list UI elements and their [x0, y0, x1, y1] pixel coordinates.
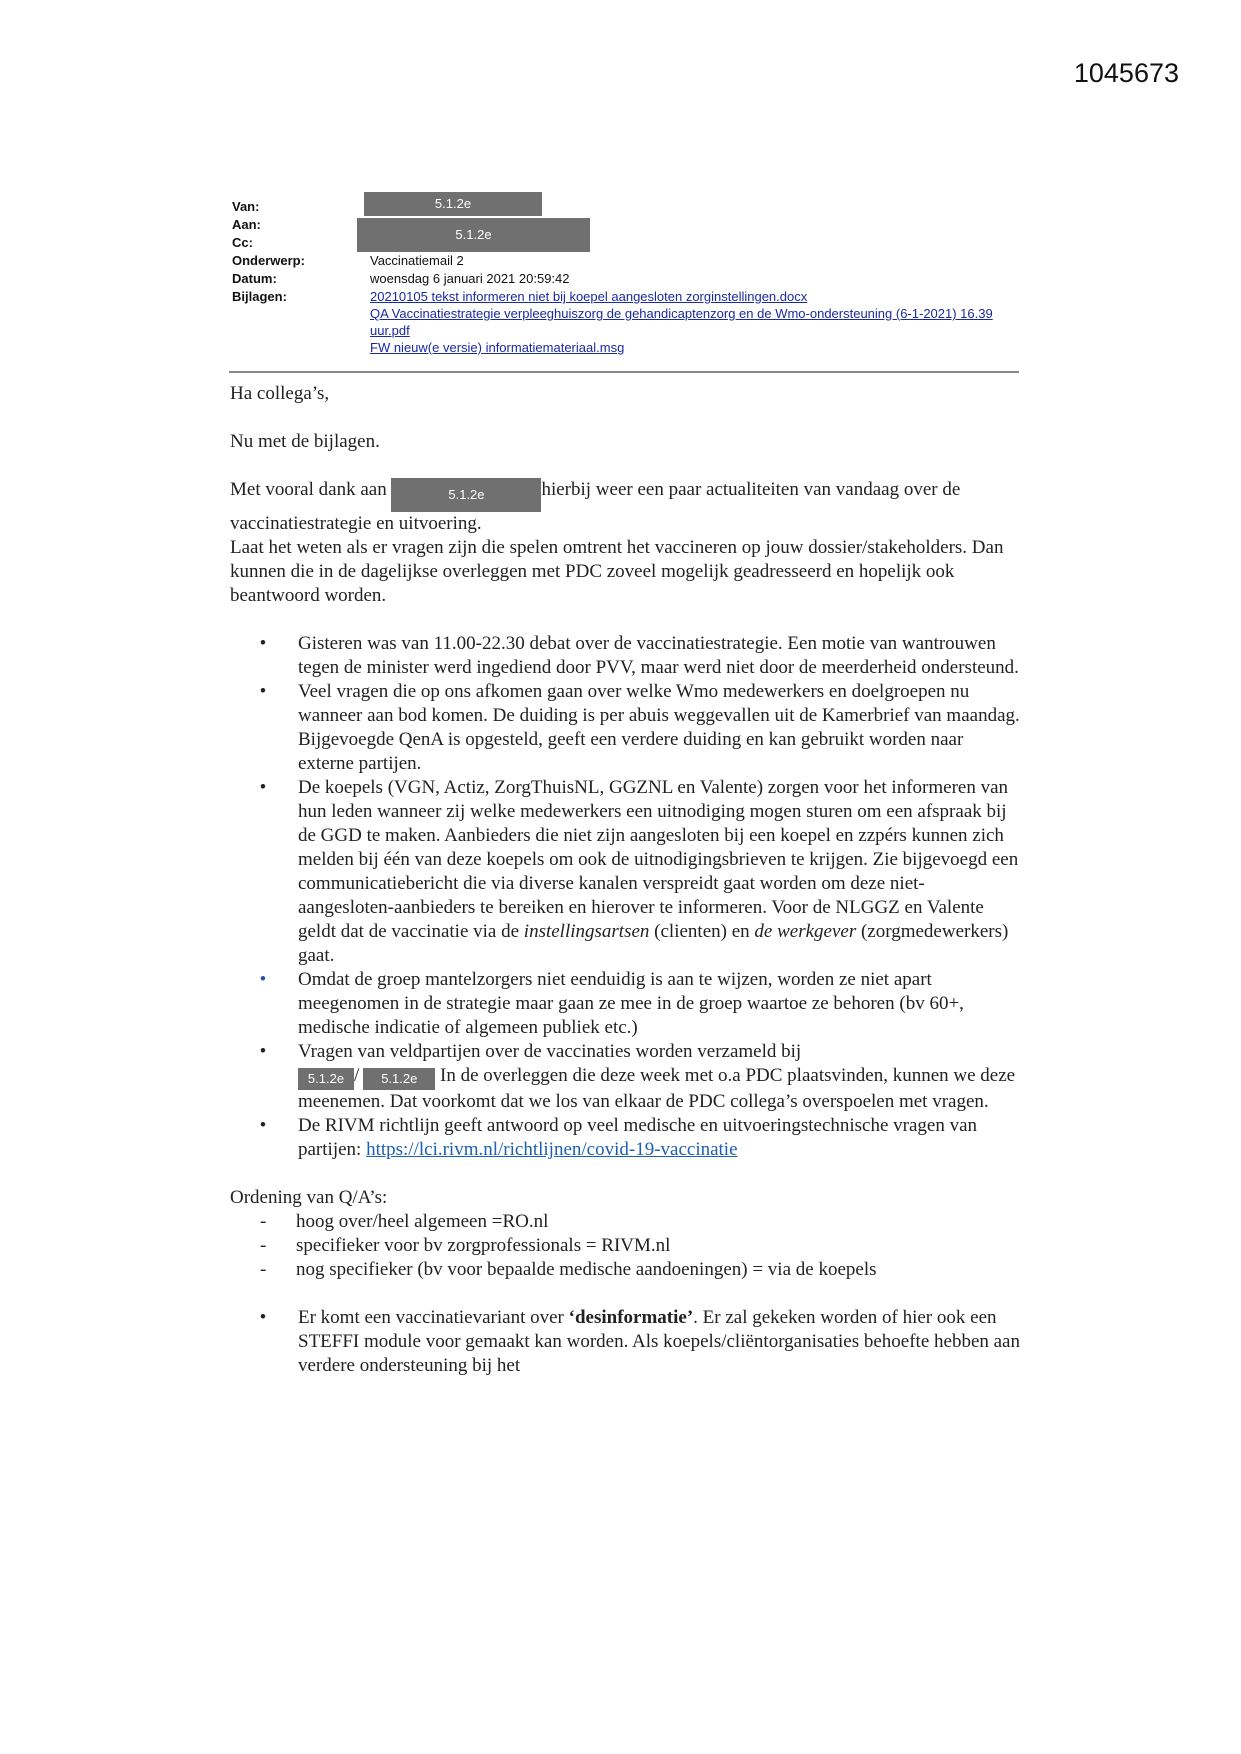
- header-row-bijlagen: [232, 288, 1022, 356]
- rivm-link[interactable]: https://lci.rivm.nl/richtlijnen/covid-19-vaccinatie: [366, 1139, 738, 1160]
- attachments-list: [370, 288, 1022, 356]
- list-item: • Veel vragen die op ons afkomen gaan over welke Wmo medewerkers en doelgroepen nu wanneer aan bod komen. De duiding is per abuis weggevallen uit de Kamerbrief van maandag. Bijgevoegde QenA is opgesteld, geeft een verdere duiding en kan gebruikt worden naar externe partijen.: [259, 681, 1020, 774]
- bullet-list-2: [230, 1306, 1020, 1378]
- list-item: • Omdat de groep mantelzorgers niet eenduidig is aan te wijzen, worden ze niet apart meegenomen in de strategie maar gaan ze mee in de groep waartoe ze behoren (bv 60+, medische indicatie of algemeen publiek etc.): [259, 969, 964, 1038]
- redaction-small-1: 5.1.2e: [298, 1068, 354, 1090]
- redaction-van: 5.1.2e: [364, 192, 542, 216]
- attachment-link-msg[interactable]: FW nieuw(e versie) informatiemateriaal.msg: [370, 340, 625, 355]
- ordening-title: Ordening van Q/A’s:: [230, 1187, 388, 1208]
- aan-label: Aan:: [232, 217, 261, 232]
- list-item: • De RIVM richtlijn geeft antwoord op veel medische en uitvoeringstechnische vragen van partijen: https://lci.rivm.nl/richtlijnen/covid-19-vaccinatie: [259, 1115, 978, 1160]
- header-divider: [229, 371, 1019, 373]
- header-row-datum: [232, 270, 1022, 288]
- cc-label: Cc:: [232, 235, 253, 250]
- list-item: • Gisteren was van 11.00-22.30 debat over de vaccinatiestrategie. Een motie van wantrouwen tegen de minister werd ingediend door PVV, maar werd niet door de meerderheid ondersteund.: [259, 633, 1019, 678]
- greeting: Ha collega’s,: [230, 383, 330, 404]
- redaction-small-2: 5.1.2e: [363, 1068, 435, 1090]
- ordening-list: [230, 1210, 1020, 1282]
- header-row-aan: [232, 216, 1022, 234]
- bijlagen-label: Bijlagen:: [232, 289, 287, 304]
- van-label: Van:: [232, 199, 260, 214]
- header-row-cc: [232, 234, 1022, 252]
- onderwerp-value: Vaccinatiemail 2: [370, 253, 464, 268]
- document-number: 1045673: [1073, 58, 1179, 88]
- paragraph-questions: Laat het weten als er vragen zijn die spelen omtrent het vaccineren op jouw dossier/stakeholders. Dan kunnen die in de dagelijkse overleggen met PDC zoveel mogelijk geadresseerd en hopelijk ook beantwoord worden.: [230, 537, 1004, 606]
- onderwerp-label: Onderwerp:: [232, 253, 305, 268]
- list-item: - hoog over/heel algemeen =RO.nl: [260, 1211, 549, 1232]
- attachment-link-docx[interactable]: 20210105 tekst informeren niet bij koepel aangesloten zorginstellingen.docx: [370, 289, 808, 304]
- bullet-list: [230, 632, 1020, 1162]
- datum-value: woensdag 6 januari 2021 20:59:42: [370, 271, 570, 286]
- list-item: • De koepels (VGN, Actiz, ZorgThuisNL, GGZNL en Valente) zorgen voor het informeren van hun leden wanneer zij welke medewerkers een uitnodiging mogen sturen om een afspraak bij de GGD te maken. Aanbieders die niet zijn aangesloten bij een koepel en zzpérs kunnen zich melden bij één van deze koepels om ook de uitnodigingsbrieven te krijgen. Zie bijgevoegd een communicatiebericht die via diverse kanalen verspreidt gaat worden om deze niet-aangesloten-aanbieders te bereiken en hierover te informeren. Voor de NLGGZ en Valente geldt dat de vaccinatie via de instellingsartsen (clienten) en de werkgever (zorgmedewerkers) gaat.: [259, 777, 1019, 966]
- attachment-link-pdf[interactable]: QA Vaccinatiestrategie verpleeghuiszorg de gehandicaptenzorg en de Wmo-ondersteuning (6-1-2021) 16.39 uur.pdf: [370, 306, 993, 338]
- datum-label: Datum:: [232, 271, 277, 286]
- redaction-aan: 5.1.2e: [357, 218, 590, 252]
- email-body: [230, 382, 1020, 1378]
- header-row-onderwerp: [232, 252, 1022, 270]
- header-row-van: [232, 198, 1022, 216]
- list-item: - specifieker voor bv zorgprofessionals = RIVM.nl: [260, 1235, 671, 1256]
- list-item: - nog specifieker (bv voor bepaalde medische aandoeningen) = via de koepels: [260, 1259, 877, 1280]
- email-header: [232, 198, 1022, 356]
- list-item: • Er komt een vaccinatievariant over ‘desinformatie’. Er zal gekeken worden of hier ook een STEFFI module voor gemaakt kan worden. Als koepels/cliëntorganisaties behoefte hebben aan verdere ondersteuning bij het: [259, 1307, 1020, 1376]
- paragraph-thanks: Met vooral dank aan 5.1.2e hierbij weer een paar actualiteiten van vandaag over de vaccinatiestrategie en uitvoering.: [230, 479, 961, 534]
- redaction-inline: 5.1.2e: [391, 478, 541, 512]
- line-bijlagen: Nu met de bijlagen.: [230, 431, 380, 452]
- list-item: • Vragen van veldpartijen over de vaccinaties worden verzameld bij 5.1.2e / 5.1.2e In de overleggen die deze week met o.a PDC plaatsvinden, kunnen we deze meenemen. Dat voorkomt dat we los van elkaar de PDC collega’s overspoelen met vragen.: [259, 1041, 1016, 1112]
